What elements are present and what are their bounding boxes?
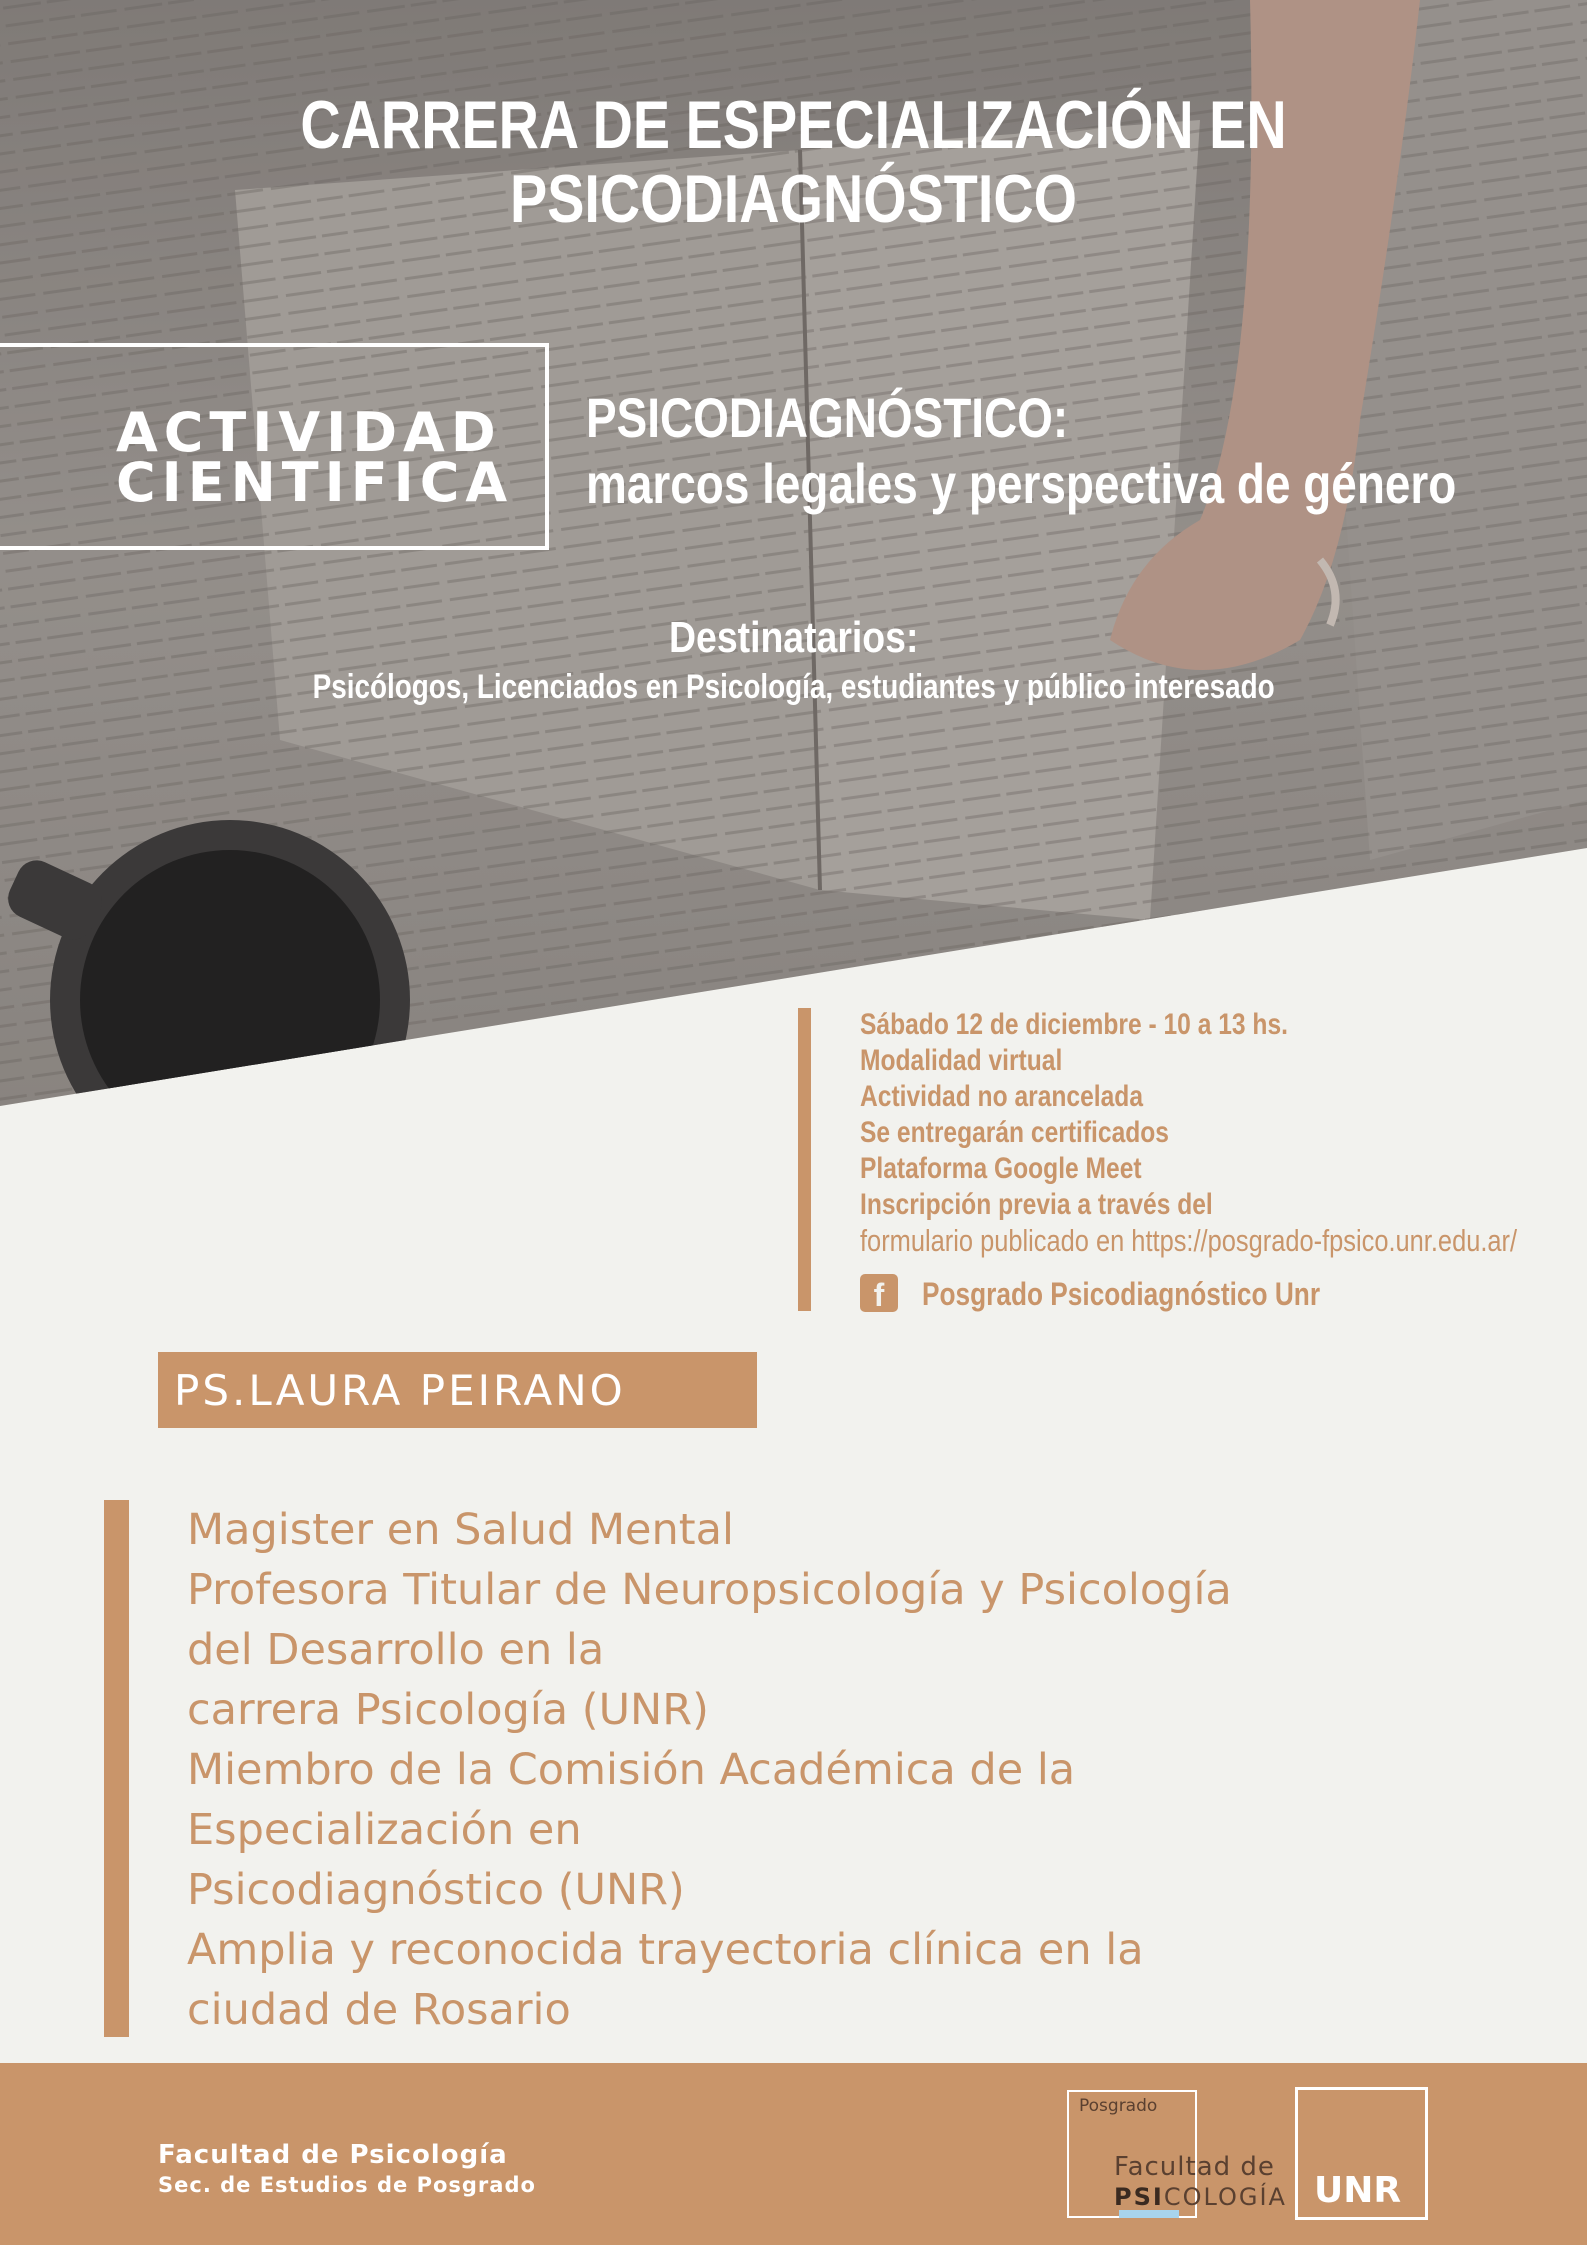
psicologia-logo-cologia: COLOGÍA [1163, 2183, 1287, 2211]
program-title [0, 88, 1587, 236]
info-accent-bar [798, 1008, 811, 1311]
faculty-name: Facultad de Psicología [158, 2140, 508, 2170]
speaker-name-box [158, 1352, 757, 1428]
psicologia-logo-line2 [1114, 2182, 1287, 2212]
info-mode: Modalidad virtual [860, 1044, 1063, 1077]
bio-line: Amplia y reconocida trayectoria clínica en la [187, 1925, 1144, 1975]
unr-logo-text: UNR [1314, 2170, 1402, 2211]
psicologia-logo [1114, 2152, 1287, 2212]
footer [0, 2063, 1587, 2245]
bio-line: Profesora Titular de Neuropsicología y Psicología [187, 1565, 1232, 1615]
audience-title [0, 613, 1587, 663]
activity-badge [0, 343, 549, 550]
subtitle-line1: PSICODIAGNÓSTICO: [586, 386, 1069, 449]
bio-line: ciudad de Rosario [187, 1985, 571, 2035]
posgrado-logo-text: Posgrado [1079, 2096, 1158, 2116]
speaker-bio [187, 1500, 1232, 2040]
program-title-line2: PSICODIAGNÓSTICO [510, 161, 1077, 237]
info-platform: Plataforma Google Meet [860, 1152, 1142, 1185]
audience-title-text: Destinatarios: [668, 613, 919, 662]
badge-line1: ACTIVIDAD [116, 401, 502, 464]
event-info [860, 1007, 1587, 1259]
bio-line: Miembro de la Comisión Académica de la [187, 1745, 1076, 1795]
info-registration: Inscripción previa a través del [860, 1188, 1213, 1221]
bio-line: Magister en Salud Mental [187, 1505, 734, 1555]
bio-accent-bar [104, 1500, 129, 2037]
unr-logo [1295, 2087, 1428, 2220]
info-fee: Actividad no arancelada [860, 1080, 1144, 1113]
bio-line: Psicodiagnóstico (UNR) [187, 1865, 685, 1915]
facebook-label[interactable]: Posgrado Psicodiagnóstico Unr [922, 1276, 1321, 1312]
psicologia-logo-line1: Facultad de [1114, 2152, 1275, 2182]
info-date: Sábado 12 de diciembre - 10 a 13 hs. [860, 1008, 1288, 1041]
speaker-name: PS.LAURA PEIRANO [174, 1366, 626, 1415]
program-title-line1: CARRERA DE ESPECIALIZACIÓN EN [300, 87, 1287, 163]
badge-line2: CIENTIFICA [116, 451, 514, 514]
facebook-icon: f [860, 1274, 898, 1312]
bio-line: Especialización en [187, 1805, 582, 1855]
bio-line: del Desarrollo en la [187, 1625, 605, 1675]
psicologia-logo-psi: PSI [1114, 2183, 1164, 2211]
audience-text-value: Psicólogos, Licenciados en Psicología, estudiantes y público interesado [312, 668, 1275, 706]
audience-text [0, 668, 1587, 707]
event-subtitle [586, 385, 1587, 517]
subtitle-line2: marcos legales y perspectiva de género [586, 452, 1457, 515]
info-form-link[interactable]: formulario publicado en https://posgrado-fpsico.unr.edu.ar/ [860, 1223, 1518, 1258]
info-certificates: Se entregarán certificados [860, 1116, 1169, 1149]
secretariat-name: Sec. de Estudios de Posgrado [158, 2173, 536, 2197]
bio-line: carrera Psicología (UNR) [187, 1685, 709, 1735]
